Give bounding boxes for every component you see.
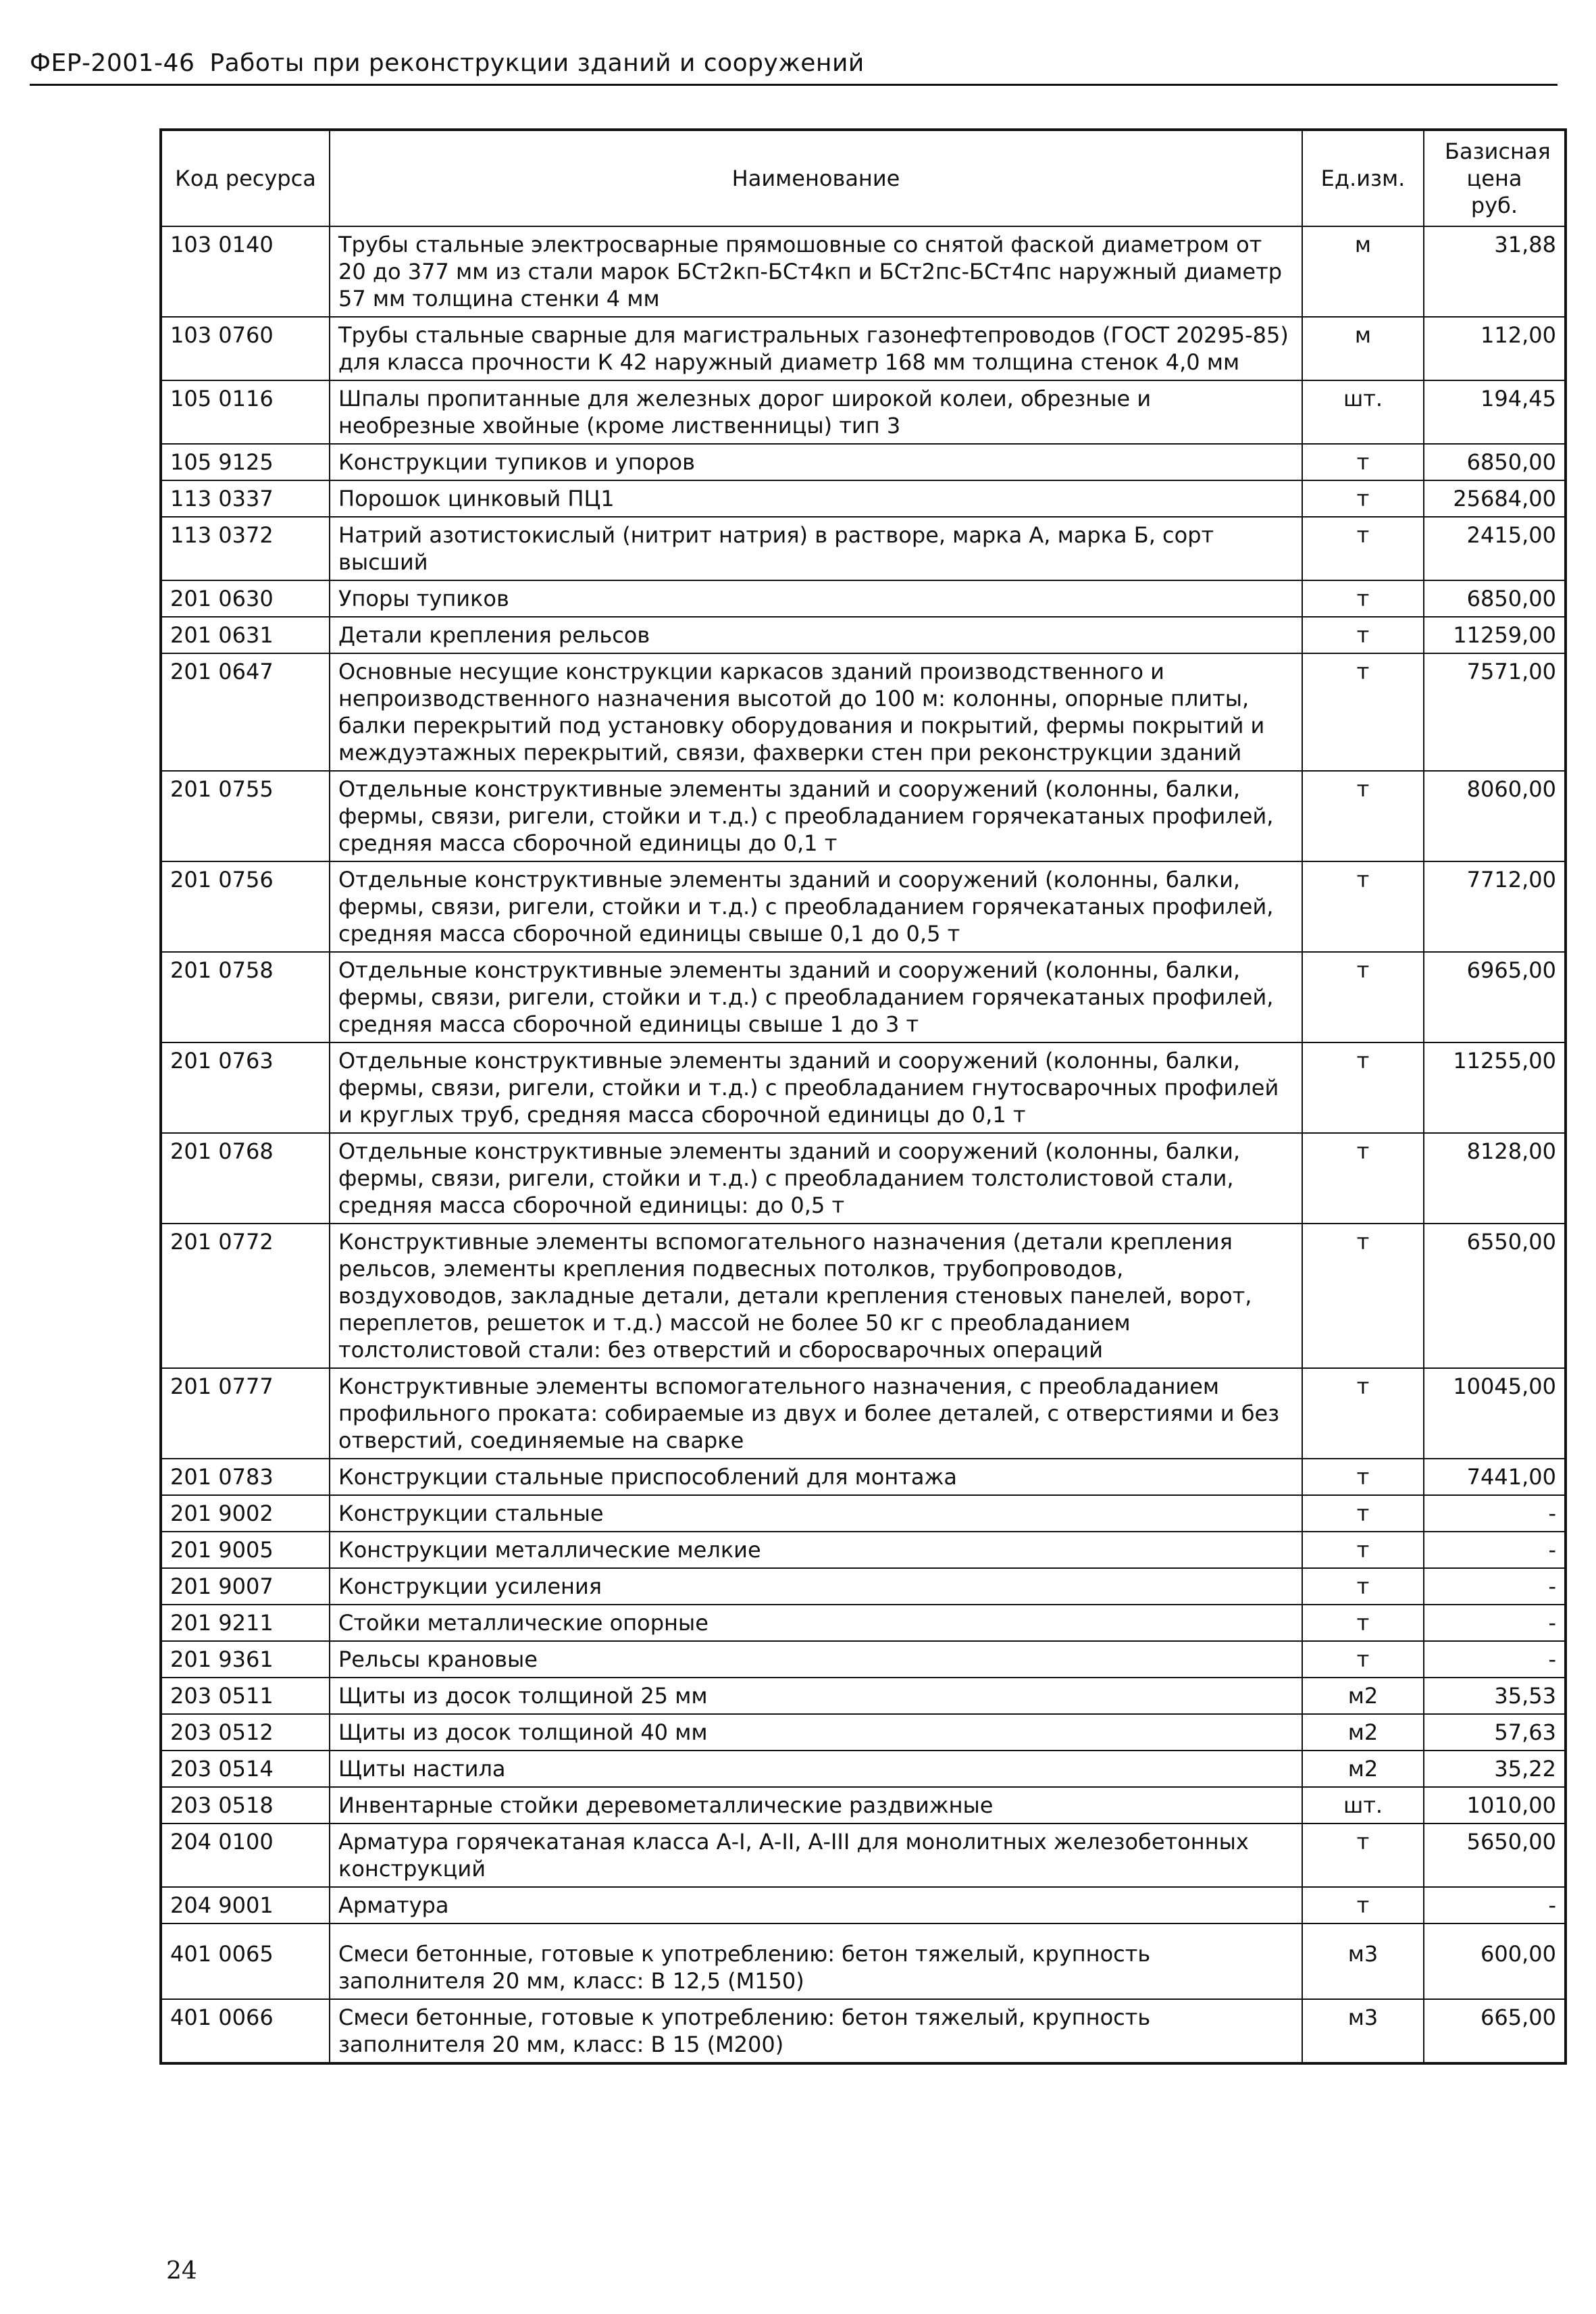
base-price-cell: 6965,00 — [1424, 952, 1566, 1042]
resource-code-cell: 201 0772 — [161, 1224, 330, 1368]
column-header-code: Код ресурса — [161, 130, 330, 226]
unit-cell: т — [1302, 580, 1424, 617]
table-row — [161, 1923, 1566, 1999]
table-row — [161, 226, 1566, 317]
table-row — [161, 1495, 1566, 1532]
resource-name-cell: Инвентарные стойки деревометаллические раздвижные — [330, 1787, 1302, 1823]
resource-name-cell: Арматура горячекатаная класса А-I, А-II, А-III для монолитных железобетонных конструкций — [330, 1823, 1302, 1887]
resource-name-cell: Трубы стальные сварные для магистральных газонефтепроводов (ГОСТ 20295-85) для класса прочности К 42 наружный диаметр 168 мм толщина стенок 4,0 мм — [330, 317, 1302, 380]
resource-code-cell: 204 0100 — [161, 1823, 330, 1887]
resource-name-cell: Щиты настила — [330, 1751, 1302, 1787]
resource-code-cell: 201 0631 — [161, 617, 330, 653]
unit-cell: т — [1302, 861, 1424, 952]
page-number: 24 — [166, 2257, 197, 2285]
resource-code-cell: 201 0783 — [161, 1459, 330, 1495]
table-row — [161, 1605, 1566, 1641]
unit-cell: т — [1302, 517, 1424, 580]
base-price-cell: 6550,00 — [1424, 1224, 1566, 1368]
base-price-cell: 194,45 — [1424, 380, 1566, 444]
unit-cell: м3 — [1302, 1999, 1424, 2063]
base-price-cell: 6850,00 — [1424, 444, 1566, 480]
table-row — [161, 861, 1566, 952]
resource-code-cell: 401 0065 — [161, 1923, 330, 1999]
unit-cell: т — [1302, 1532, 1424, 1568]
unit-cell: шт. — [1302, 380, 1424, 444]
base-price-cell: 25684,00 — [1424, 480, 1566, 517]
unit-cell: шт. — [1302, 1787, 1424, 1823]
resource-name-cell: Основные несущие конструкции каркасов зданий производственного и непроизводственного назначения высотой до 100 м: колонны, опорные плиты, балки перекрытий под установку оборудования и покрытий, фермы покрытий и междуэтажных перекрытий, связи, фахверки стен при реконструкции зданий — [330, 653, 1302, 771]
base-price-cell: 600,00 — [1424, 1923, 1566, 1999]
resource-code-cell: 201 0630 — [161, 580, 330, 617]
unit-cell: м — [1302, 317, 1424, 380]
unit-cell: т — [1302, 1224, 1424, 1368]
unit-cell: т — [1302, 1042, 1424, 1133]
unit-cell: т — [1302, 480, 1424, 517]
table-row — [161, 1368, 1566, 1459]
table-row — [161, 1787, 1566, 1823]
resource-code-cell: 113 0337 — [161, 480, 330, 517]
unit-cell: т — [1302, 617, 1424, 653]
table-row — [161, 1999, 1566, 2063]
base-price-cell: 8060,00 — [1424, 771, 1566, 861]
document-series: ФЕР-2001-46 — [30, 49, 195, 77]
table-row — [161, 1714, 1566, 1751]
resource-price-table — [159, 128, 1567, 2065]
resource-name-cell: Конструкции усиления — [330, 1568, 1302, 1605]
base-price-cell: - — [1424, 1641, 1566, 1678]
resource-name-cell: Упоры тупиков — [330, 580, 1302, 617]
resource-name-cell: Порошок цинковый ПЦ1 — [330, 480, 1302, 517]
page-header — [30, 47, 1558, 86]
resource-name-cell: Натрий азотистокислый (нитрит натрия) в растворе, марка А, марка Б, сорт высший — [330, 517, 1302, 580]
table-row — [161, 1568, 1566, 1605]
resource-code-cell: 203 0514 — [161, 1751, 330, 1787]
base-price-cell: 7571,00 — [1424, 653, 1566, 771]
resource-name-cell: Шпалы пропитанные для железных дорог широкой колеи, обрезные и необрезные хвойные (кроме лиственницы) тип 3 — [330, 380, 1302, 444]
unit-cell: м3 — [1302, 1923, 1424, 1999]
base-price-cell: - — [1424, 1532, 1566, 1568]
base-price-cell: 35,22 — [1424, 1751, 1566, 1787]
table-row — [161, 317, 1566, 380]
column-header-unit: Ед.изм. — [1302, 130, 1424, 226]
resource-code-cell: 201 9005 — [161, 1532, 330, 1568]
base-price-cell: - — [1424, 1568, 1566, 1605]
resource-code-cell: 201 0755 — [161, 771, 330, 861]
resource-name-cell: Щиты из досок толщиной 25 мм — [330, 1678, 1302, 1714]
table-row — [161, 1042, 1566, 1133]
table-row — [161, 444, 1566, 480]
table-row — [161, 380, 1566, 444]
base-price-cell: 1010,00 — [1424, 1787, 1566, 1823]
unit-cell: т — [1302, 952, 1424, 1042]
base-price-cell: 11255,00 — [1424, 1042, 1566, 1133]
unit-cell: т — [1302, 1368, 1424, 1459]
resource-code-cell: 113 0372 — [161, 517, 330, 580]
resource-name-cell: Трубы стальные электросварные прямошовные со снятой фаской диаметром от 20 до 377 мм из стали марок БСт2кп-БСт4кп и БСт2пс-БСт4пс наружный диаметр 57 мм толщина стенки 4 мм — [330, 226, 1302, 317]
resource-code-cell: 201 0758 — [161, 952, 330, 1042]
table-row — [161, 1133, 1566, 1224]
resource-name-cell: Арматура — [330, 1887, 1302, 1923]
resource-code-cell: 203 0512 — [161, 1714, 330, 1751]
resource-code-cell: 201 9002 — [161, 1495, 330, 1532]
resource-name-cell: Отдельные конструктивные элементы зданий и сооружений (колонны, балки, фермы, связи, ригели, стойки и т.д.) с преобладанием горячекатаных профилей, средняя масса сборочной единицы до 0,1 т — [330, 771, 1302, 861]
unit-cell: т — [1302, 1459, 1424, 1495]
table-row — [161, 480, 1566, 517]
table-row — [161, 771, 1566, 861]
resource-code-cell: 401 0066 — [161, 1999, 330, 2063]
resource-code-cell: 201 0763 — [161, 1042, 330, 1133]
resource-name-cell: Конструкции стальные — [330, 1495, 1302, 1532]
column-header-name: Наименование — [330, 130, 1302, 226]
unit-cell: м2 — [1302, 1714, 1424, 1751]
base-price-cell: 8128,00 — [1424, 1133, 1566, 1224]
table-row — [161, 653, 1566, 771]
base-price-cell: 6850,00 — [1424, 580, 1566, 617]
base-price-cell: - — [1424, 1495, 1566, 1532]
unit-cell: т — [1302, 1641, 1424, 1678]
unit-cell: м2 — [1302, 1751, 1424, 1787]
resource-code-cell: 201 0647 — [161, 653, 330, 771]
base-price-cell: 7712,00 — [1424, 861, 1566, 952]
base-price-cell: 665,00 — [1424, 1999, 1566, 2063]
table-row — [161, 1459, 1566, 1495]
unit-cell: т — [1302, 1605, 1424, 1641]
column-header-price: Базисная цена руб. — [1424, 130, 1566, 226]
resource-name-cell: Отдельные конструктивные элементы зданий и сооружений (колонны, балки, фермы, связи, ригели, стойки и т.д.) с преобладанием толстолистовой стали, средняя масса сборочной единицы: до 0,5 т — [330, 1133, 1302, 1224]
base-price-cell: 31,88 — [1424, 226, 1566, 317]
resource-code-cell: 103 0140 — [161, 226, 330, 317]
unit-cell: т — [1302, 1495, 1424, 1532]
resource-code-cell: 105 9125 — [161, 444, 330, 480]
base-price-cell: - — [1424, 1605, 1566, 1641]
resource-code-cell: 201 0756 — [161, 861, 330, 952]
resource-name-cell: Отдельные конструктивные элементы зданий и сооружений (колонны, балки, фермы, связи, ригели, стойки и т.д.) с преобладанием гнутосварочных профилей и круглых труб, средняя масса сборочной единицы до 0,1 т — [330, 1042, 1302, 1133]
resource-name-cell: Отдельные конструктивные элементы зданий и сооружений (колонны, балки, фермы, связи, ригели, стойки и т.д.) с преобладанием горячекатаных профилей, средняя масса сборочной единицы свыше 0,1 до 0,5 т — [330, 861, 1302, 952]
table-row — [161, 580, 1566, 617]
unit-cell: м — [1302, 226, 1424, 317]
unit-cell: т — [1302, 444, 1424, 480]
table-row — [161, 517, 1566, 580]
unit-cell: т — [1302, 1887, 1424, 1923]
resource-code-cell: 201 0768 — [161, 1133, 330, 1224]
document-title: Работы при реконструкции зданий и сооружений — [209, 49, 865, 77]
resource-name-cell: Конструкции стальные приспособлений для монтажа — [330, 1459, 1302, 1495]
resource-name-cell: Конструктивные элементы вспомогательного назначения (детали крепления рельсов, элементы крепления подвесных потолков, трубопроводов, воздуховодов, закладные детали, детали крепления стеновых панелей, ворот, переплетов, решеток и т.д.) массой не более 50 кг с преобладанием толстолистовой стали: без отверстий и сборосварочных операций — [330, 1224, 1302, 1368]
resource-name-cell: Смеси бетонные, готовые к употреблению: бетон тяжелый, крупность заполнителя 20 мм, класс: В 12,5 (М150) — [330, 1923, 1302, 1999]
table-header-row — [161, 130, 1566, 226]
resource-name-cell: Отдельные конструктивные элементы зданий и сооружений (колонны, балки, фермы, связи, ригели, стойки и т.д.) с преобладанием горячекатаных профилей, средняя масса сборочной единицы свыше 1 до 3 т — [330, 952, 1302, 1042]
table-row — [161, 1823, 1566, 1887]
unit-cell: т — [1302, 653, 1424, 771]
table-body — [161, 226, 1566, 2063]
resource-code-cell: 203 0518 — [161, 1787, 330, 1823]
base-price-cell: 7441,00 — [1424, 1459, 1566, 1495]
base-price-cell: 112,00 — [1424, 317, 1566, 380]
resource-name-cell: Щиты из досок толщиной 40 мм — [330, 1714, 1302, 1751]
unit-cell: т — [1302, 771, 1424, 861]
resource-name-cell: Стойки металлические опорные — [330, 1605, 1302, 1641]
resource-code-cell: 204 9001 — [161, 1887, 330, 1923]
resource-name-cell: Смеси бетонные, готовые к употреблению: бетон тяжелый, крупность заполнителя 20 мм, класс: В 15 (М200) — [330, 1999, 1302, 2063]
resource-code-cell: 203 0511 — [161, 1678, 330, 1714]
table-row — [161, 617, 1566, 653]
base-price-cell: - — [1424, 1887, 1566, 1923]
table-row — [161, 1641, 1566, 1678]
unit-cell: т — [1302, 1823, 1424, 1887]
unit-cell: м2 — [1302, 1678, 1424, 1714]
resource-name-cell: Конструкции металлические мелкие — [330, 1532, 1302, 1568]
base-price-cell: 11259,00 — [1424, 617, 1566, 653]
table-row — [161, 1887, 1566, 1923]
resource-code-cell: 103 0760 — [161, 317, 330, 380]
resource-code-cell: 201 0777 — [161, 1368, 330, 1459]
table-row — [161, 1751, 1566, 1787]
base-price-cell: 10045,00 — [1424, 1368, 1566, 1459]
table-row — [161, 1678, 1566, 1714]
table-row — [161, 1532, 1566, 1568]
resource-code-cell: 201 9211 — [161, 1605, 330, 1641]
resource-name-cell: Рельсы крановые — [330, 1641, 1302, 1678]
resource-name-cell: Конструктивные элементы вспомогательного назначения, с преобладанием профильного проката: собираемые из двух и более деталей, с отверстиями и без отверстий, соединяемые на сварке — [330, 1368, 1302, 1459]
unit-cell: т — [1302, 1568, 1424, 1605]
unit-cell: т — [1302, 1133, 1424, 1224]
resource-name-cell: Конструкции тупиков и упоров — [330, 444, 1302, 480]
table-row — [161, 952, 1566, 1042]
base-price-cell: 5650,00 — [1424, 1823, 1566, 1887]
base-price-cell: 35,53 — [1424, 1678, 1566, 1714]
resource-code-cell: 201 9007 — [161, 1568, 330, 1605]
resource-code-cell: 105 0116 — [161, 380, 330, 444]
table-row — [161, 1224, 1566, 1368]
resource-code-cell: 201 9361 — [161, 1641, 330, 1678]
base-price-cell: 2415,00 — [1424, 517, 1566, 580]
resource-name-cell: Детали крепления рельсов — [330, 617, 1302, 653]
base-price-cell: 57,63 — [1424, 1714, 1566, 1751]
